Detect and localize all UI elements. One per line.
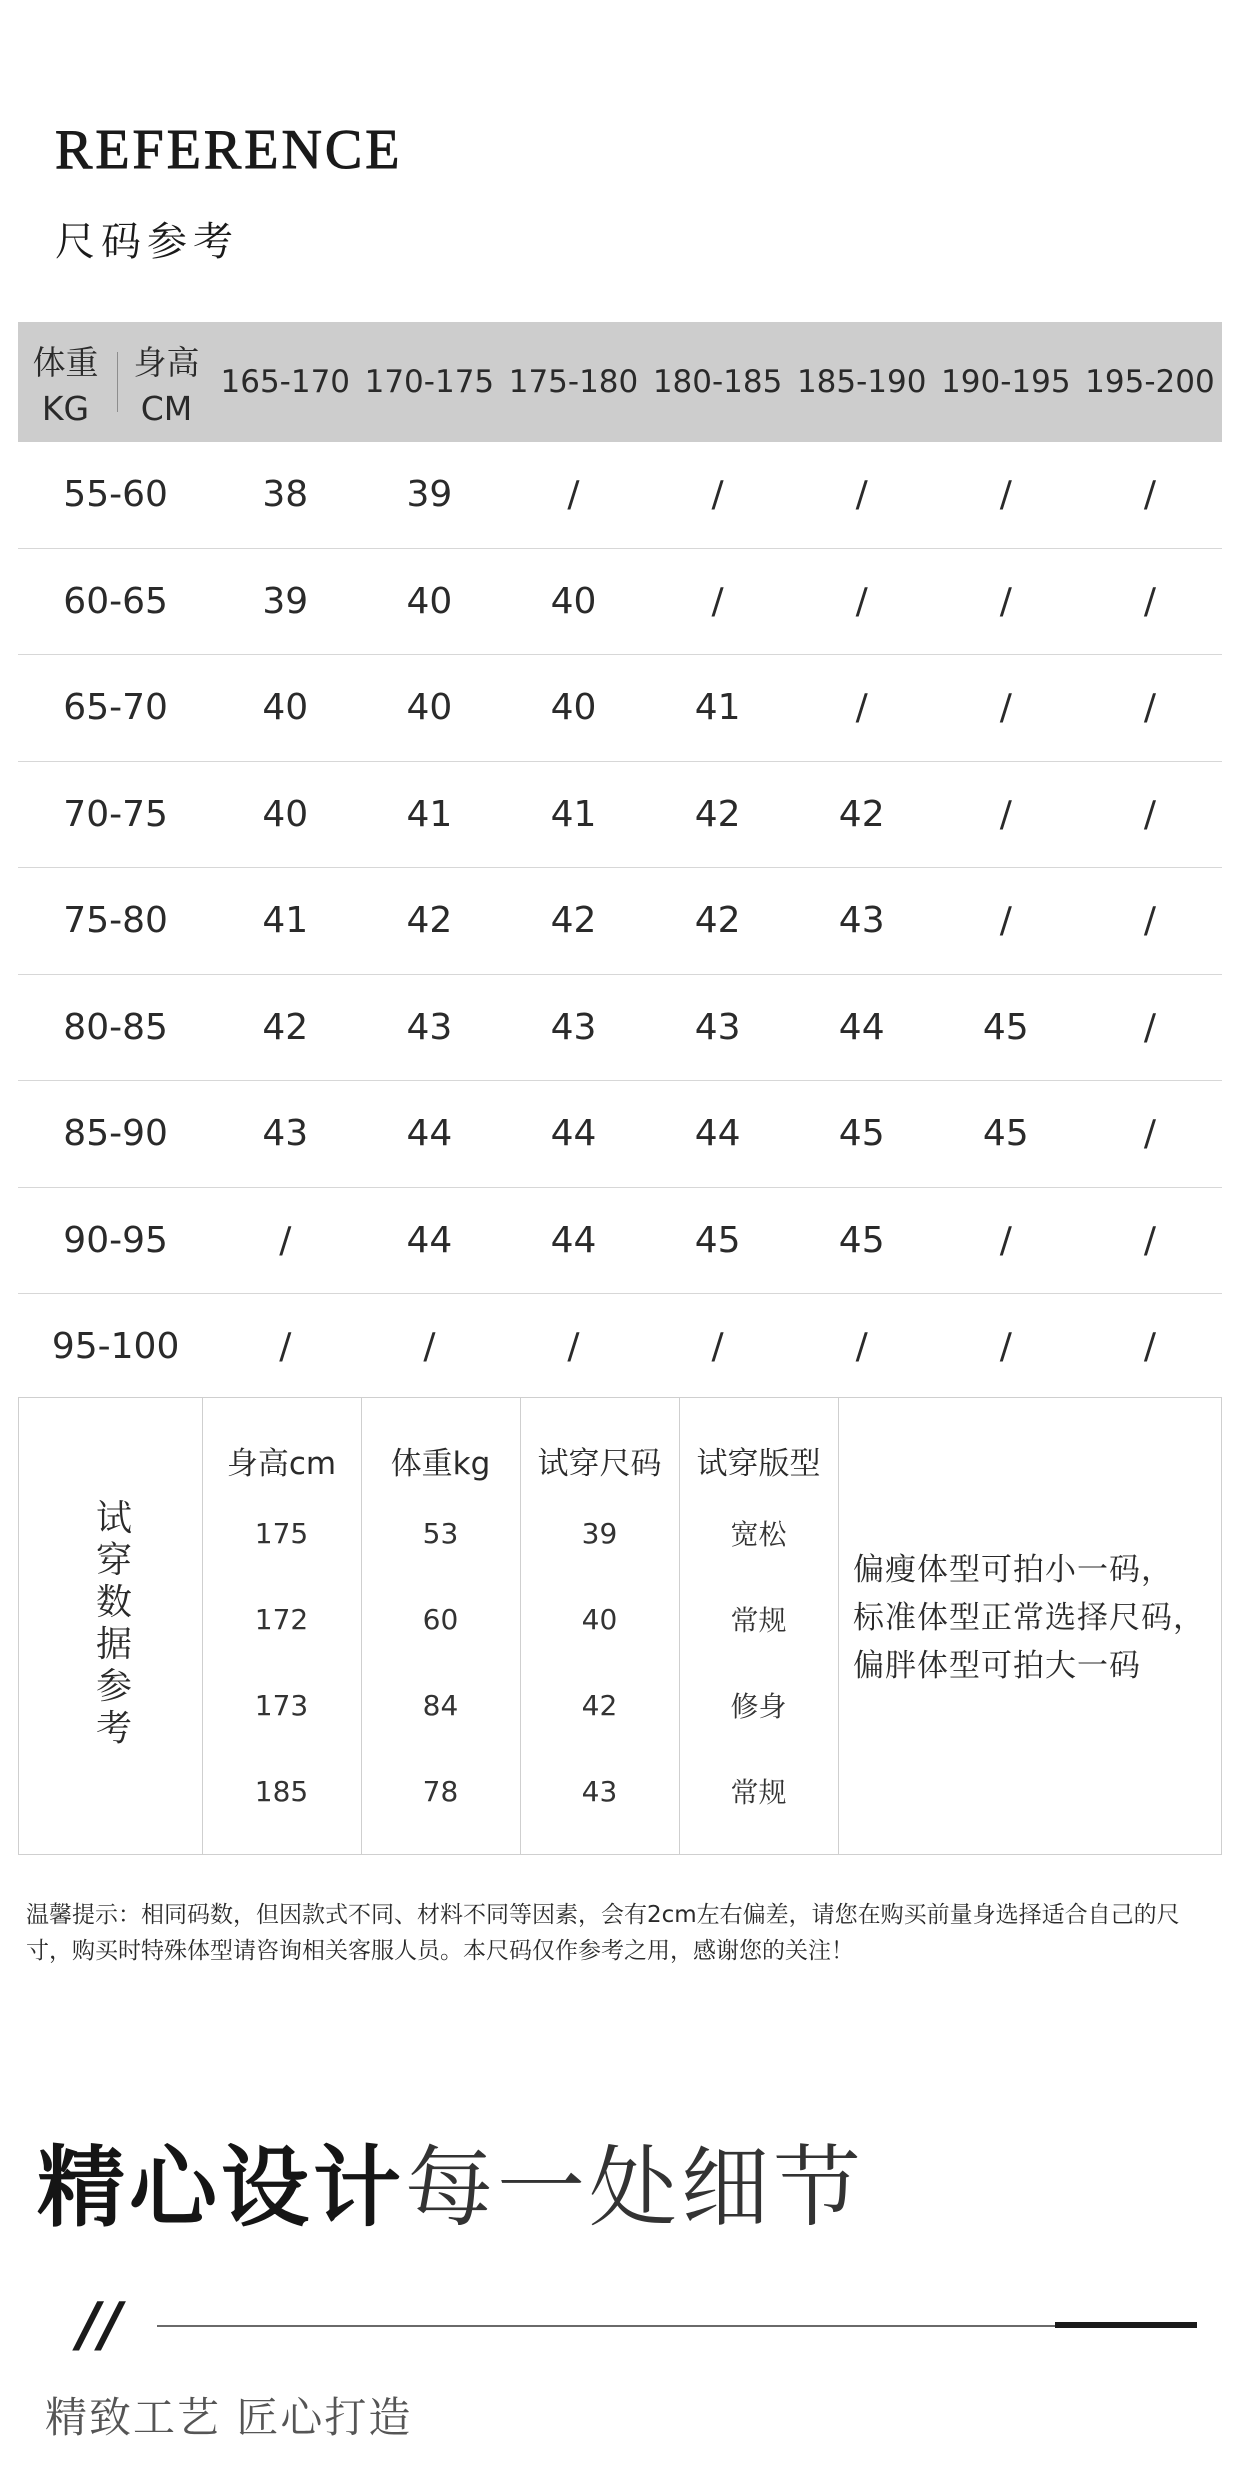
size-cell: / <box>1143 1326 1156 1368</box>
tryon-cell: 53 <box>422 1516 459 1550</box>
weight-label-cn: 体重 <box>32 343 99 382</box>
height-range-header: 175-180 <box>508 364 639 400</box>
tryon-column-header: 体重kg <box>390 1446 491 1482</box>
weight-range-cell: 60-65 <box>63 580 168 622</box>
table-row <box>18 1081 1222 1188</box>
size-cell: 45 <box>694 1219 741 1261</box>
table-row <box>18 1294 1222 1400</box>
size-cell: 38 <box>262 474 309 516</box>
height-label-cn: 身高 <box>133 343 200 382</box>
tryon-label-char: 穿 <box>95 1540 132 1581</box>
tryon-side-label <box>89 1498 139 1750</box>
tryon-cell: 84 <box>422 1688 459 1722</box>
size-cell: 43 <box>550 1006 597 1048</box>
size-chart-table <box>18 322 1222 1400</box>
size-cell: 40 <box>406 580 453 622</box>
tryon-cell: 宽松 <box>730 1518 787 1551</box>
size-cell: 41 <box>694 687 741 729</box>
corner-divider <box>117 352 118 412</box>
size-cell: / <box>999 474 1012 516</box>
slash-decoration: // <box>78 2290 122 2360</box>
tryon-cell: 60 <box>422 1602 459 1636</box>
tryon-cell: 43 <box>581 1774 618 1808</box>
size-cell: 44 <box>406 1219 453 1261</box>
table-row <box>18 868 1222 975</box>
size-cell: 41 <box>406 793 453 835</box>
tryon-label-char: 数 <box>95 1582 132 1623</box>
height-range-header: 170-175 <box>364 364 495 400</box>
tryon-cell: 78 <box>422 1774 459 1808</box>
size-chart-corner <box>18 322 213 442</box>
weight-range-cell: 65-70 <box>63 687 168 729</box>
size-cell: 45 <box>982 1113 1029 1155</box>
size-cell: / <box>279 1219 292 1261</box>
size-cell: / <box>711 580 724 622</box>
craft-subtitle: 精致工艺 匠心打造 <box>45 2393 413 2442</box>
tryon-note-line: 偏胖体型可拍大一码 <box>853 1648 1141 1684</box>
size-cell: / <box>1143 793 1156 835</box>
table-row <box>18 762 1222 869</box>
size-cell: 43 <box>838 900 885 942</box>
tryon-label-char: 考 <box>95 1708 132 1749</box>
table-row <box>18 1188 1222 1295</box>
weight-axis-label <box>18 340 113 432</box>
weight-label-unit: KG <box>41 389 90 428</box>
size-cell: / <box>855 687 868 729</box>
tryon-cell: 185 <box>254 1774 309 1808</box>
tryon-cell: 175 <box>254 1516 309 1550</box>
size-cell: / <box>999 1219 1012 1261</box>
size-cell: 44 <box>550 1113 597 1155</box>
size-cell: / <box>1143 1113 1156 1155</box>
tryon-divider <box>838 1398 839 1854</box>
tryon-column <box>520 1398 679 1834</box>
weight-range-cell: 75-80 <box>63 900 168 942</box>
size-cell: 40 <box>262 793 309 835</box>
size-cell: / <box>1143 1006 1156 1048</box>
size-cell: 40 <box>550 580 597 622</box>
size-cell: / <box>999 580 1012 622</box>
size-cell: 42 <box>406 900 453 942</box>
size-cell: / <box>855 580 868 622</box>
size-cell: 42 <box>262 1006 309 1048</box>
height-range-header: 165-170 <box>220 364 351 400</box>
weight-range-cell: 70-75 <box>63 793 168 835</box>
size-cell: / <box>711 1326 724 1368</box>
divider-line <box>157 2325 1197 2327</box>
tryon-label-char: 参 <box>95 1666 132 1707</box>
size-cell: / <box>1143 1219 1156 1261</box>
size-cell: 40 <box>262 687 309 729</box>
tryon-note-line: 偏瘦体型可拍小一码， <box>853 1552 1173 1588</box>
table-row <box>18 442 1222 549</box>
size-cell: / <box>999 793 1012 835</box>
weight-range-cell: 55-60 <box>63 474 168 516</box>
tryon-cell: 172 <box>254 1602 309 1636</box>
tryon-cell: 常规 <box>730 1604 787 1637</box>
size-cell: / <box>855 1326 868 1368</box>
size-cell: 42 <box>694 793 741 835</box>
size-cell: 45 <box>838 1219 885 1261</box>
size-cell: / <box>1143 687 1156 729</box>
size-cell: 41 <box>550 793 597 835</box>
tryon-column-header: 试穿版型 <box>696 1446 821 1482</box>
table-row <box>18 655 1222 762</box>
height-axis-label <box>119 340 214 432</box>
tryon-column <box>361 1398 520 1834</box>
tryon-column <box>679 1398 838 1834</box>
size-cell: / <box>1143 900 1156 942</box>
reference-subtitle: 尺码参考 <box>55 219 239 265</box>
size-cell: 44 <box>838 1006 885 1048</box>
height-label-unit: CM <box>140 389 193 428</box>
size-cell: 40 <box>406 687 453 729</box>
size-cell: 42 <box>550 900 597 942</box>
size-cell: / <box>1143 580 1156 622</box>
table-row <box>18 975 1222 1082</box>
divider-accent <box>1055 2322 1197 2328</box>
design-heading-light: 每一处细节 <box>405 2136 866 2239</box>
tryon-label-char: 试 <box>95 1498 132 1539</box>
size-cell: 44 <box>550 1219 597 1261</box>
height-range-header: 195-200 <box>1085 364 1215 400</box>
size-chart-body <box>18 442 1222 1400</box>
size-tip: 温馨提示：相同码数，但因款式不同、材料不同等因素，会有2cm左右偏差，请您在购买前量身选择适合自己的尺寸，购买时特殊体型请咨询相关客服人员。本尺码仅作参考之用，感谢您的关注！ <box>26 1902 1180 1964</box>
size-cell: 40 <box>550 687 597 729</box>
tryon-label-char: 据 <box>95 1624 132 1665</box>
tryon-cell: 42 <box>581 1688 618 1722</box>
size-cell: / <box>423 1326 436 1368</box>
size-cell: 39 <box>406 474 453 516</box>
tryon-cell: 常规 <box>730 1776 787 1809</box>
size-cell: 42 <box>694 900 741 942</box>
size-cell: / <box>1143 474 1156 516</box>
size-cell: 43 <box>262 1113 309 1155</box>
tryon-column <box>202 1398 361 1834</box>
design-heading <box>37 2118 865 2244</box>
size-cell: 43 <box>694 1006 741 1048</box>
size-cell: 39 <box>262 580 309 622</box>
size-cell: / <box>279 1326 292 1368</box>
size-cell: / <box>999 900 1012 942</box>
height-range-header: 180-185 <box>652 364 783 400</box>
tryon-note-line: 标准体型正常选择尺码， <box>853 1600 1205 1636</box>
tryon-column-header: 试穿尺码 <box>537 1446 662 1482</box>
height-range-header: 190-195 <box>941 364 1071 400</box>
tryon-column-header: 身高cm <box>226 1446 337 1482</box>
height-range-header: 185-190 <box>796 364 927 400</box>
weight-range-cell: 85-90 <box>63 1113 168 1155</box>
size-cell: / <box>999 1326 1012 1368</box>
tryon-cell: 39 <box>581 1516 618 1550</box>
size-cell: 45 <box>982 1006 1029 1048</box>
tryon-fit-advice <box>853 1546 1218 1690</box>
size-cell: 44 <box>406 1113 453 1155</box>
size-cell: 42 <box>838 793 885 835</box>
size-cell: / <box>567 474 580 516</box>
size-chart-header <box>18 322 1222 442</box>
size-cell: 41 <box>262 900 309 942</box>
design-heading-bold: 精心设计 <box>37 2136 406 2239</box>
size-cell: / <box>999 687 1012 729</box>
tryon-reference-panel <box>18 1397 1222 1855</box>
tryon-cell: 修身 <box>730 1690 787 1723</box>
tryon-cell: 40 <box>581 1602 618 1636</box>
weight-range-cell: 95-100 <box>51 1326 180 1368</box>
size-cell: 44 <box>694 1113 741 1155</box>
tryon-cell: 173 <box>254 1688 309 1722</box>
size-cell: / <box>855 474 868 516</box>
reference-title: REFERENCE <box>55 119 403 181</box>
table-row <box>18 549 1222 656</box>
size-cell: / <box>567 1326 580 1368</box>
size-cell: 43 <box>406 1006 453 1048</box>
weight-range-cell: 90-95 <box>63 1219 168 1261</box>
weight-range-cell: 80-85 <box>63 1006 168 1048</box>
size-cell: / <box>711 474 724 516</box>
size-cell: 45 <box>838 1113 885 1155</box>
